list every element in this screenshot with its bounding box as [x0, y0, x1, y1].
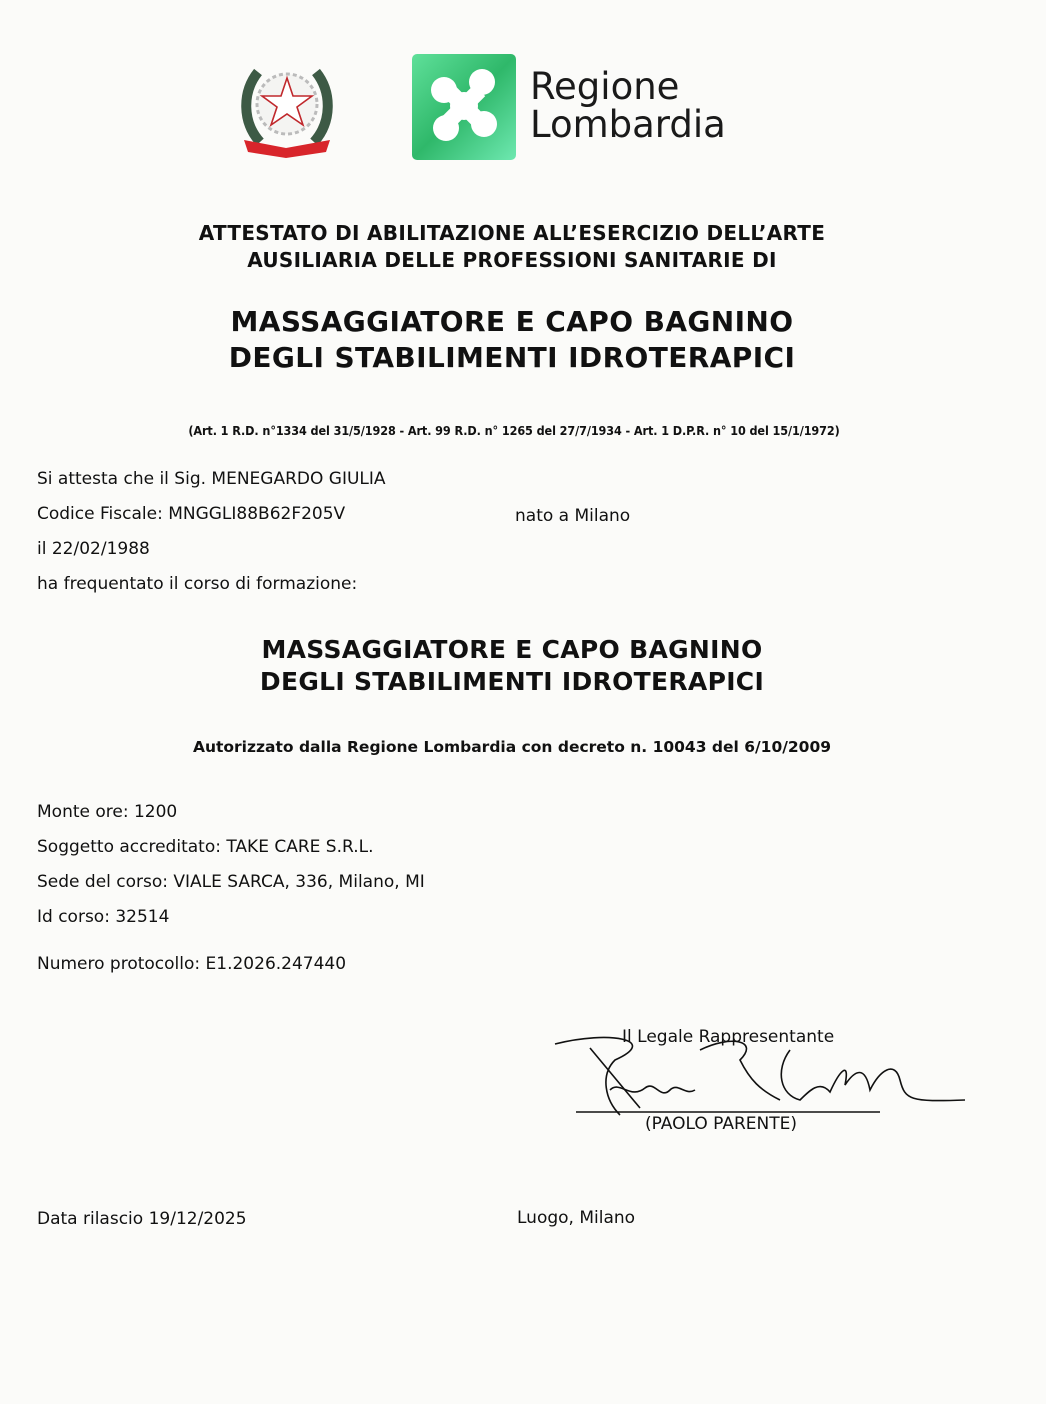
legal-reference: (Art. 1 R.D. n°1334 del 31/5/1928 - Art. 99 R.D. n° 1265 del 27/7/1934 - Art. 1 D.P.R. n° 10 del 15/1/1972) — [188, 423, 840, 438]
heading-line1: ATTESTATO DI ABILITAZIONE ALL’ESERCIZIO DELL’ARTE — [198, 221, 826, 245]
profession-title-line2: DEGLI STABILIMENTI IDROTERAPICI — [228, 341, 796, 374]
course-id: Id corso: 32514 — [37, 907, 170, 927]
course-provider: Soggetto accreditato: TAKE CARE S.R.L. — [37, 837, 374, 857]
heading-line2: AUSILIARIA DELLE PROFESSIONI SANITARIE DI — [247, 248, 777, 272]
signature-role: Il Legale Rappresentante — [622, 1027, 835, 1047]
course-title-line1: MASSAGGIATORE E CAPO BAGNINO — [261, 635, 763, 664]
fiscal-code: Codice Fiscale: MNGGLI88B62F205V — [37, 504, 346, 524]
profession-title-line1: MASSAGGIATORE E CAPO BAGNINO — [230, 305, 794, 338]
brand-name-line2: Lombardia — [530, 103, 726, 146]
authorization-text: Autorizzato dalla Regione Lombardia con decreto n. 10043 del 6/10/2009 — [192, 738, 832, 756]
brand-name-line1: Regione — [530, 65, 680, 108]
attest-text: Si attesta che il Sig. MENEGARDO GIULIA — [37, 469, 386, 489]
issue-place: Luogo, Milano — [517, 1208, 636, 1228]
course-location: Sede del corso: VIALE SARCA, 336, Milano, MI — [37, 872, 425, 892]
course-intro: ha frequentato il corso di formazione: — [37, 574, 358, 594]
course-hours: Monte ore: 1200 — [37, 802, 178, 822]
course-title-line2: DEGLI STABILIMENTI IDROTERAPICI — [259, 667, 765, 696]
issue-date: Data rilascio 19/12/2025 — [37, 1209, 247, 1229]
italian-republic-emblem — [236, 52, 338, 164]
birthdate: il 22/02/1988 — [37, 539, 150, 559]
protocol-number: Numero protocollo: E1.2026.247440 — [37, 954, 347, 974]
handwritten-signature — [550, 1030, 970, 1120]
signatory-name: (PAOLO PARENTE) — [645, 1114, 797, 1134]
birthplace: nato a Milano — [515, 506, 631, 526]
regione-lombardia-logo-icon — [412, 54, 516, 160]
